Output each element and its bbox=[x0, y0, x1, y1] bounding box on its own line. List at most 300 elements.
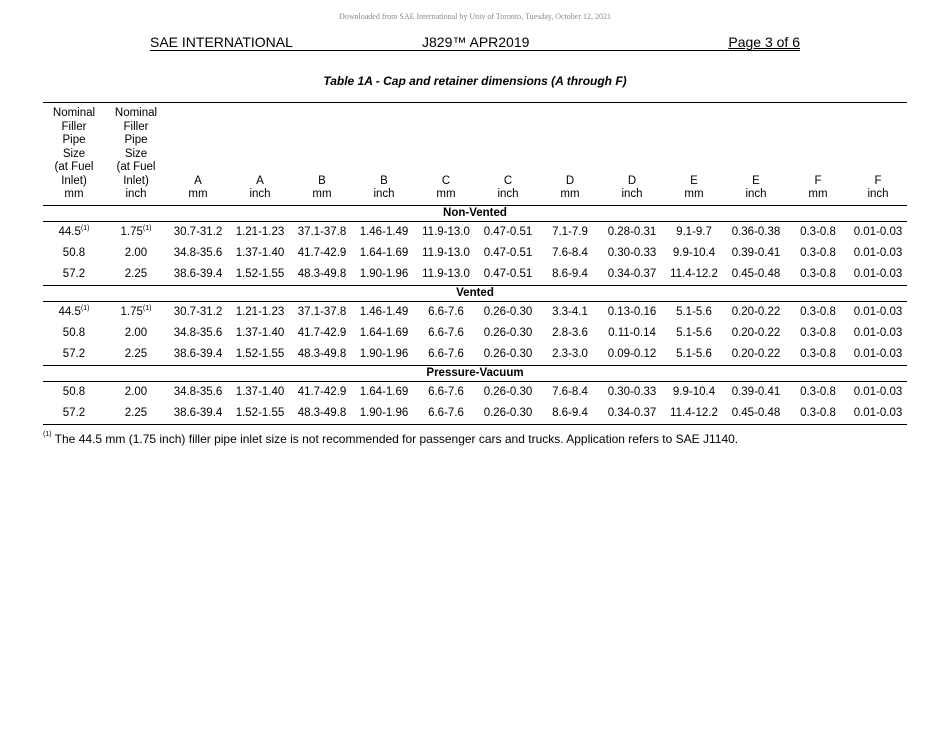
cell-value: 3.3-4.1 bbox=[552, 306, 588, 318]
table-cell bbox=[353, 323, 415, 344]
cell-value: 0.01-0.03 bbox=[853, 327, 903, 339]
cell-value: 0.3-0.8 bbox=[800, 386, 836, 398]
column-header-line bbox=[539, 121, 601, 135]
table-cell bbox=[539, 243, 601, 264]
table-cell bbox=[229, 264, 291, 286]
cell-value: 44.5 bbox=[58, 306, 81, 318]
cell-value: 38.6-39.4 bbox=[173, 348, 223, 360]
table-cell bbox=[601, 243, 663, 264]
table-cell bbox=[291, 221, 353, 243]
column-header-line: E bbox=[690, 174, 698, 187]
table-row bbox=[43, 403, 907, 425]
column-header-line bbox=[415, 107, 477, 121]
column-header-line: Nominal bbox=[52, 107, 96, 119]
cell-value: 34.8-35.6 bbox=[173, 386, 223, 398]
column-header bbox=[663, 103, 725, 206]
table-cell bbox=[43, 381, 105, 403]
table-cell bbox=[353, 301, 415, 323]
table-cell bbox=[167, 221, 229, 243]
cell-value: 44.5 bbox=[58, 226, 81, 238]
column-header-line bbox=[229, 161, 291, 175]
table-cell bbox=[663, 323, 725, 344]
cell-value: 0.47-0.51 bbox=[483, 268, 533, 280]
column-header-line bbox=[725, 148, 787, 162]
table-cell bbox=[167, 381, 229, 403]
table-cell bbox=[787, 221, 849, 243]
column-header-line bbox=[787, 107, 849, 121]
table-cell bbox=[105, 264, 167, 286]
cell-value: 0.3-0.8 bbox=[800, 407, 836, 419]
table-cell bbox=[787, 264, 849, 286]
column-header-line bbox=[229, 148, 291, 162]
cell-value: 0.3-0.8 bbox=[800, 226, 836, 238]
column-header-line bbox=[415, 121, 477, 135]
cell-value: 0.01-0.03 bbox=[853, 407, 903, 419]
section-title: Non-Vented bbox=[43, 205, 907, 221]
cell-value: 2.00 bbox=[124, 386, 148, 398]
column-header-line bbox=[787, 161, 849, 175]
table-row bbox=[43, 344, 907, 366]
column-header-line: (at Fuel bbox=[54, 161, 94, 173]
cell-value: 0.26-0.30 bbox=[483, 407, 533, 419]
cell-value: 1.37-1.40 bbox=[235, 247, 285, 259]
cell-value: 1.21-1.23 bbox=[235, 306, 285, 318]
table-cell bbox=[229, 243, 291, 264]
cell-value: 9.1-9.7 bbox=[676, 226, 712, 238]
table-cell bbox=[663, 344, 725, 366]
table-cell bbox=[291, 344, 353, 366]
table-cell bbox=[663, 221, 725, 243]
column-header bbox=[229, 103, 291, 206]
column-header-line bbox=[849, 121, 907, 135]
column-header-line: C bbox=[503, 174, 513, 187]
table-cell bbox=[787, 243, 849, 264]
cell-value: 9.9-10.4 bbox=[672, 386, 716, 398]
column-header-line: F bbox=[814, 174, 822, 187]
column-header-line: Inlet) bbox=[61, 174, 87, 187]
cell-value: 41.7-42.9 bbox=[297, 247, 347, 259]
table-cell bbox=[477, 243, 539, 264]
page-header bbox=[150, 34, 800, 51]
column-header-line bbox=[849, 161, 907, 175]
column-header-line bbox=[229, 107, 291, 121]
cell-value: 50.8 bbox=[62, 386, 86, 398]
column-header-line: mm bbox=[808, 188, 828, 200]
cell-value: 0.34-0.37 bbox=[607, 268, 657, 280]
table-cell bbox=[849, 381, 907, 403]
cell-value: 0.34-0.37 bbox=[607, 407, 657, 419]
footnote-reference: (1) bbox=[142, 305, 152, 312]
column-header bbox=[167, 103, 229, 206]
cell-value: 0.3-0.8 bbox=[800, 348, 836, 360]
column-header-line: mm bbox=[560, 188, 580, 200]
cell-value: 0.20-0.22 bbox=[731, 306, 781, 318]
column-header bbox=[291, 103, 353, 206]
cell-value: 5.1-5.6 bbox=[676, 327, 712, 339]
table-cell bbox=[353, 221, 415, 243]
dimensions-table-container bbox=[43, 102, 907, 425]
cell-value: 38.6-39.4 bbox=[173, 407, 223, 419]
cell-value: 6.6-7.6 bbox=[428, 306, 464, 318]
table-cell bbox=[539, 264, 601, 286]
column-header-line: C bbox=[441, 174, 451, 187]
column-header-line bbox=[477, 121, 539, 135]
cell-value: 1.90-1.96 bbox=[359, 348, 409, 360]
column-header-line: mm bbox=[188, 188, 208, 200]
cell-value: 0.30-0.33 bbox=[607, 247, 657, 259]
column-header-line bbox=[725, 121, 787, 135]
column-header-line bbox=[539, 161, 601, 175]
cell-value: 1.52-1.55 bbox=[235, 348, 285, 360]
column-header-line: Inlet) bbox=[123, 174, 149, 187]
table-cell bbox=[663, 264, 725, 286]
cell-value: 5.1-5.6 bbox=[676, 306, 712, 318]
column-header bbox=[477, 103, 539, 206]
column-header-line bbox=[849, 148, 907, 162]
column-header-line bbox=[477, 107, 539, 121]
column-header-line: Nominal bbox=[114, 107, 158, 119]
table-cell bbox=[229, 403, 291, 425]
cell-value: 38.6-39.4 bbox=[173, 268, 223, 280]
footnote-reference: (1) bbox=[80, 305, 90, 312]
column-header-line bbox=[291, 148, 353, 162]
column-header-line bbox=[539, 107, 601, 121]
table-cell bbox=[539, 301, 601, 323]
table-cell bbox=[849, 301, 907, 323]
header-document-id: J829™ APR2019 bbox=[422, 34, 530, 50]
cell-value: 1.52-1.55 bbox=[235, 407, 285, 419]
column-header bbox=[539, 103, 601, 206]
cell-value: 0.20-0.22 bbox=[731, 348, 781, 360]
table-cell bbox=[229, 381, 291, 403]
cell-value: 7.6-8.4 bbox=[552, 386, 588, 398]
section-header-row bbox=[43, 285, 907, 301]
cell-value: 11.9-13.0 bbox=[422, 268, 470, 280]
table-cell bbox=[291, 323, 353, 344]
cell-value: 34.8-35.6 bbox=[173, 247, 223, 259]
cell-value: 0.36-0.38 bbox=[731, 226, 781, 238]
section-title: Vented bbox=[43, 285, 907, 301]
table-cell bbox=[539, 344, 601, 366]
table-row bbox=[43, 243, 907, 264]
column-header-line: B bbox=[318, 174, 326, 187]
table-cell bbox=[663, 381, 725, 403]
table-cell bbox=[539, 403, 601, 425]
cell-value: 2.25 bbox=[124, 268, 148, 280]
table-cell bbox=[787, 301, 849, 323]
table-cell bbox=[601, 381, 663, 403]
table-cell bbox=[477, 403, 539, 425]
cell-value: 0.3-0.8 bbox=[800, 247, 836, 259]
column-header-line: inch bbox=[621, 188, 643, 200]
table-cell bbox=[415, 264, 477, 286]
table-cell bbox=[601, 221, 663, 243]
table-cell bbox=[539, 323, 601, 344]
table-row bbox=[43, 381, 907, 403]
cell-value: 0.39-0.41 bbox=[731, 386, 781, 398]
table-cell bbox=[539, 221, 601, 243]
cell-value: 57.2 bbox=[62, 348, 86, 360]
section-header-row bbox=[43, 205, 907, 221]
cell-value: 0.01-0.03 bbox=[853, 348, 903, 360]
column-header-line bbox=[229, 121, 291, 135]
column-header-line bbox=[849, 107, 907, 121]
table-cell bbox=[43, 403, 105, 425]
cell-value: 48.3-49.8 bbox=[297, 348, 347, 360]
column-header-line: inch bbox=[867, 188, 889, 200]
table-cell bbox=[167, 301, 229, 323]
cell-value: 0.01-0.03 bbox=[853, 268, 903, 280]
column-header bbox=[353, 103, 415, 206]
cell-value: 0.01-0.03 bbox=[853, 306, 903, 318]
column-header-line: inch bbox=[373, 188, 395, 200]
table-cell bbox=[353, 403, 415, 425]
table-cell bbox=[291, 381, 353, 403]
table-cell bbox=[725, 264, 787, 286]
cell-value: 1.64-1.69 bbox=[359, 386, 409, 398]
cell-value: 41.7-42.9 bbox=[297, 386, 347, 398]
table-cell bbox=[415, 344, 477, 366]
column-header-line: inch bbox=[249, 188, 271, 200]
cell-value: 0.01-0.03 bbox=[853, 226, 903, 238]
table-row bbox=[43, 264, 907, 286]
column-header-line: mm bbox=[312, 188, 332, 200]
footnote-reference: (1) bbox=[142, 225, 152, 232]
column-header-line: Pipe bbox=[62, 134, 86, 146]
table-cell bbox=[849, 403, 907, 425]
cell-value: 0.26-0.30 bbox=[483, 386, 533, 398]
column-header-line bbox=[725, 107, 787, 121]
column-header-line bbox=[539, 134, 601, 148]
column-header-line bbox=[663, 107, 725, 121]
section-title: Pressure-Vacuum bbox=[43, 365, 907, 381]
cell-value: 8.6-9.4 bbox=[552, 407, 588, 419]
table-row bbox=[43, 221, 907, 243]
table-cell bbox=[415, 243, 477, 264]
table-cell bbox=[229, 301, 291, 323]
cell-value: 2.00 bbox=[124, 247, 148, 259]
cell-value: 30.7-31.2 bbox=[173, 226, 223, 238]
cell-value: 1.37-1.40 bbox=[235, 327, 285, 339]
cell-value: 7.1-7.9 bbox=[552, 226, 588, 238]
column-header-line bbox=[663, 121, 725, 135]
cell-value: 1.21-1.23 bbox=[235, 226, 285, 238]
cell-value: 41.7-42.9 bbox=[297, 327, 347, 339]
cell-value: 2.3-3.0 bbox=[552, 348, 588, 360]
column-header-line: E bbox=[752, 174, 760, 187]
download-note: Downloaded from SAE International by Univ of Toronto, Tuesday, October 12, 2021 bbox=[338, 12, 612, 21]
column-header-line: mm bbox=[684, 188, 704, 200]
column-header-line: D bbox=[627, 174, 637, 187]
cell-value: 0.30-0.33 bbox=[607, 386, 657, 398]
column-header-line: Size bbox=[124, 147, 148, 160]
table-cell bbox=[539, 381, 601, 403]
column-header-line bbox=[787, 121, 849, 135]
column-header-line: inch bbox=[745, 188, 767, 200]
table-cell bbox=[663, 243, 725, 264]
column-header-line bbox=[415, 134, 477, 148]
header-page-number: Page 3 of 6 bbox=[728, 34, 800, 50]
table-cell bbox=[849, 221, 907, 243]
column-header-line bbox=[725, 134, 787, 148]
table-cell bbox=[229, 344, 291, 366]
table-row bbox=[43, 301, 907, 323]
column-header-line bbox=[477, 148, 539, 162]
table-cell bbox=[353, 264, 415, 286]
column-header bbox=[725, 103, 787, 206]
cell-value: 48.3-49.8 bbox=[297, 407, 347, 419]
column-header-line: A bbox=[256, 174, 264, 187]
table-cell bbox=[43, 323, 105, 344]
table-cell bbox=[477, 323, 539, 344]
column-header-line bbox=[601, 161, 663, 175]
cell-value: 0.26-0.30 bbox=[483, 327, 533, 339]
column-header-line bbox=[601, 121, 663, 135]
cell-value: 0.39-0.41 bbox=[731, 247, 781, 259]
column-header bbox=[849, 103, 907, 206]
column-header-line: inch bbox=[125, 188, 147, 200]
table-cell bbox=[787, 403, 849, 425]
column-header-line bbox=[353, 121, 415, 135]
cell-value: 0.45-0.48 bbox=[731, 407, 781, 419]
dimensions-table bbox=[43, 102, 907, 425]
table-row bbox=[43, 323, 907, 344]
column-header-line bbox=[291, 121, 353, 135]
cell-value: 1.90-1.96 bbox=[359, 407, 409, 419]
table-body bbox=[43, 205, 907, 424]
cell-value: 0.13-0.16 bbox=[607, 306, 657, 318]
column-header-line: D bbox=[565, 174, 575, 187]
table-cell bbox=[725, 323, 787, 344]
cell-value: 0.01-0.03 bbox=[853, 386, 903, 398]
cell-value: 57.2 bbox=[62, 407, 86, 419]
cell-value: 0.26-0.30 bbox=[483, 306, 533, 318]
table-cell bbox=[725, 381, 787, 403]
column-header-line bbox=[663, 161, 725, 175]
table-cell bbox=[849, 323, 907, 344]
table-cell bbox=[787, 323, 849, 344]
column-header bbox=[415, 103, 477, 206]
table-cell bbox=[167, 243, 229, 264]
table-cell bbox=[725, 403, 787, 425]
table-cell bbox=[43, 243, 105, 264]
column-header-line bbox=[353, 107, 415, 121]
table-cell bbox=[415, 403, 477, 425]
cell-value: 0.3-0.8 bbox=[800, 268, 836, 280]
cell-value: 6.6-7.6 bbox=[428, 348, 464, 360]
cell-value: 0.20-0.22 bbox=[731, 327, 781, 339]
table-cell bbox=[415, 221, 477, 243]
cell-value: 8.6-9.4 bbox=[552, 268, 588, 280]
cell-value: 1.46-1.49 bbox=[359, 226, 409, 238]
column-header-line: F bbox=[874, 174, 882, 187]
table-cell bbox=[43, 344, 105, 366]
table-cell bbox=[415, 381, 477, 403]
column-header-line bbox=[663, 134, 725, 148]
table-cell bbox=[477, 301, 539, 323]
cell-value: 5.1-5.6 bbox=[676, 348, 712, 360]
column-header-line bbox=[167, 121, 229, 135]
column-header-line bbox=[353, 134, 415, 148]
table-cell bbox=[849, 344, 907, 366]
section-header-row bbox=[43, 365, 907, 381]
header-row bbox=[43, 103, 907, 206]
column-header-line bbox=[787, 134, 849, 148]
cell-value: 6.6-7.6 bbox=[428, 386, 464, 398]
cell-value: 37.1-37.8 bbox=[297, 306, 347, 318]
column-header-line: (at Fuel bbox=[116, 161, 156, 173]
table-cell bbox=[43, 264, 105, 286]
cell-value: 1.64-1.69 bbox=[359, 247, 409, 259]
table-cell bbox=[601, 344, 663, 366]
column-header-line bbox=[291, 134, 353, 148]
column-header-line bbox=[229, 134, 291, 148]
column-header-line: Filler bbox=[123, 120, 149, 133]
table-cell bbox=[291, 243, 353, 264]
table-caption: Table 1A - Cap and retainer dimensions (A through F) bbox=[323, 74, 627, 88]
table-cell bbox=[167, 323, 229, 344]
cell-value: 57.2 bbox=[62, 268, 86, 280]
column-header-line bbox=[601, 107, 663, 121]
footnote-reference: (1) bbox=[80, 225, 90, 232]
cell-value: 2.8-3.6 bbox=[552, 327, 588, 339]
table-cell bbox=[601, 264, 663, 286]
column-header-line bbox=[601, 134, 663, 148]
cell-value: 1.90-1.96 bbox=[359, 268, 409, 280]
column-header bbox=[43, 103, 105, 206]
table-cell bbox=[477, 221, 539, 243]
column-header-line: mm bbox=[436, 188, 456, 200]
cell-value: 0.3-0.8 bbox=[800, 327, 836, 339]
column-header-line bbox=[601, 148, 663, 162]
cell-value: 11.9-13.0 bbox=[422, 247, 470, 259]
cell-value: 2.00 bbox=[124, 327, 148, 339]
cell-value: 1.75 bbox=[120, 226, 143, 238]
table-cell bbox=[725, 301, 787, 323]
footnote bbox=[43, 432, 738, 446]
column-header-line: Filler bbox=[61, 120, 87, 133]
table-cell bbox=[415, 301, 477, 323]
table-cell bbox=[105, 243, 167, 264]
column-header-line: Size bbox=[62, 147, 86, 160]
column-header-line bbox=[415, 148, 477, 162]
cell-value: 9.9-10.4 bbox=[672, 247, 716, 259]
table-cell bbox=[167, 403, 229, 425]
table-cell bbox=[663, 301, 725, 323]
column-header bbox=[787, 103, 849, 206]
cell-value: 11.4-12.2 bbox=[670, 268, 718, 280]
cell-value: 0.28-0.31 bbox=[607, 226, 657, 238]
column-header-line bbox=[539, 148, 601, 162]
table-cell bbox=[849, 264, 907, 286]
table-cell bbox=[725, 344, 787, 366]
table-cell bbox=[353, 381, 415, 403]
cell-value: 50.8 bbox=[62, 327, 86, 339]
table-cell bbox=[477, 381, 539, 403]
column-header-line bbox=[849, 134, 907, 148]
table-cell bbox=[43, 221, 105, 243]
table-cell bbox=[477, 264, 539, 286]
table-cell bbox=[105, 403, 167, 425]
column-header-line: A bbox=[194, 174, 202, 187]
cell-value: 34.8-35.6 bbox=[173, 327, 223, 339]
table-cell bbox=[291, 403, 353, 425]
column-header-line bbox=[477, 134, 539, 148]
cell-value: 0.45-0.48 bbox=[731, 268, 781, 280]
table-cell bbox=[787, 344, 849, 366]
cell-value: 30.7-31.2 bbox=[173, 306, 223, 318]
table-cell bbox=[43, 301, 105, 323]
